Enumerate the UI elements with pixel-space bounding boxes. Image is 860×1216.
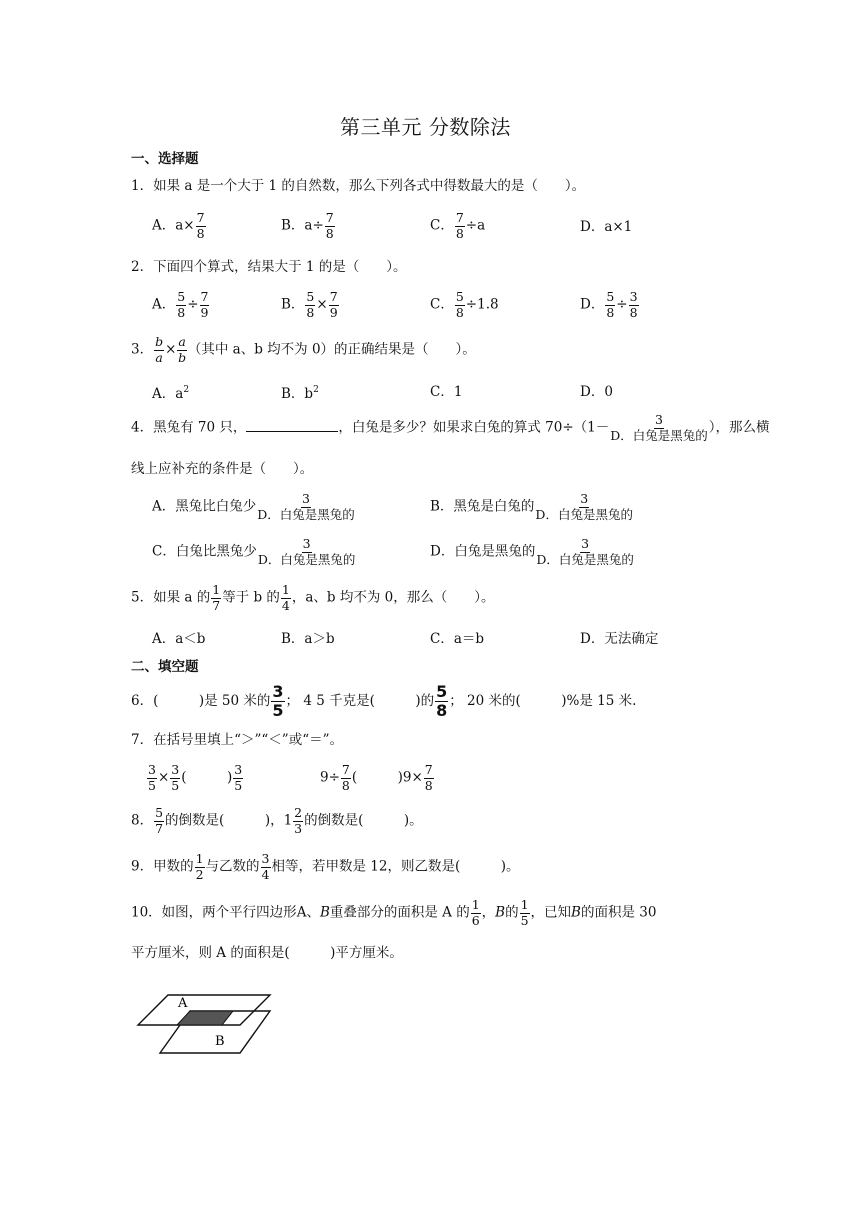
section-heading-choice: 一、选择题 xyxy=(131,151,199,167)
question-3-stem: 3． $\frac{b}{a}$ × $\frac{a}{b}$ （其中 a、b 均不为 0）的正确结果是（ ）。 xyxy=(131,334,476,365)
answer-blank xyxy=(246,419,338,432)
q4-option-c: C．白兔比黑兔少 $\frac{3}{\text{D．白兔是黑兔的}}$ xyxy=(152,536,356,567)
q3-option-a: A．$a^2$ xyxy=(152,385,190,402)
question-6-stem: 6．( )是 50 米的 $\frac{3}{5}$ ； 4 5 千克是( )的 $\frac{5}{8}$ ； 20 米的( )%是 15 米. xyxy=(131,682,637,720)
q4-option-a: A．黑兔比白兔少 $\frac{3}{\text{D．白兔是黑兔的}}$ xyxy=(152,491,355,522)
parallelogram-figure xyxy=(130,978,280,1058)
question-8-stem: 8． $\frac{5}{7}$ 的倒数是( )，1 $\frac{2}{3}$ 的倒数是( )。 xyxy=(131,805,423,836)
figure-label-a: A xyxy=(178,996,188,1011)
q2-option-c: C． $\frac{5}{8}$ ÷1.8 xyxy=(430,289,499,320)
q4-option-d: D．白兔是黑兔的 $\frac{3}{\text{D．白兔是黑兔的}}$ xyxy=(430,536,634,567)
q5-option-a: A．a＜b xyxy=(152,631,206,647)
figure-label-b: B xyxy=(215,1034,225,1049)
question-1-stem: 1．如果 a 是一个大于 1 的自然数，那么下列各式中得数最大的是（ ）。 xyxy=(131,178,586,194)
question-10-line-2: 平方厘米，则 A 的面积是( )平方厘米。 xyxy=(131,945,403,961)
question-4-line-1: 4．黑兔有 70 只， ，白兔是多少？如果求白兔的算式 70÷（1－ $\frac{3}{\text{D．白兔是黑兔的}}$ ），那么横 xyxy=(131,412,770,443)
question-5-stem: 5．如果 a 的 $\frac{1}{7}$ 等于 b 的 $\frac{1}{4}$ ，a、b 均不为 0，那么（ ）。 xyxy=(131,582,495,613)
q2-option-a: A． $\frac{5}{8}$ ÷ $\frac{7}{9}$ xyxy=(152,289,209,320)
overlap-region xyxy=(177,1011,233,1025)
q3-option-d: D．0 xyxy=(580,384,613,400)
question-2-stem: 2．下面四个算式，结果大于 1 的是（ ）。 xyxy=(131,259,407,275)
q1-option-a: A．a× $\frac{7}{8}$ xyxy=(152,210,205,241)
q5-option-b: B．a＞b xyxy=(281,631,335,647)
q5-option-d: D．无法确定 xyxy=(580,631,659,647)
q2-option-d: D． $\frac{5}{8}$ ÷ $\frac{3}{8}$ xyxy=(580,289,638,320)
q2-option-b: B． $\frac{5}{8}$ × $\frac{7}{9}$ xyxy=(281,289,338,320)
q4-option-b: B．黑兔是白兔的 $\frac{3}{\text{D．白兔是黑兔的}}$ xyxy=(430,491,633,522)
q1-option-c: C． $\frac{7}{8}$ ÷a xyxy=(430,210,486,241)
q7-expression-1: $\frac{3}{5}$ × $\frac{3}{5}$ ( ) $\frac{3}{5}$ xyxy=(148,762,243,793)
q5-option-c: C．a＝b xyxy=(430,631,485,647)
question-4-line-2: 线上应补充的条件是（ ）。 xyxy=(131,461,314,477)
section-heading-fill: 二、填空题 xyxy=(131,659,199,675)
q3-option-c: C．1 xyxy=(430,384,463,400)
question-10-line-1: 10．如图，两个平行四边形A、B重叠部分的面积是 A 的 $\frac{1}{6}$ ，B的 $\frac{1}{5}$ ，已知B的面积是 30 xyxy=(131,897,657,928)
q3-option-b: B．$b^2$ xyxy=(281,385,319,402)
q1-option-b: B．a÷ $\frac{7}{8}$ xyxy=(281,210,334,241)
page-title: 第三单元 分数除法 xyxy=(340,115,511,139)
question-7-stem: 7．在括号里填上“＞”“＜”或“＝”。 xyxy=(131,732,343,748)
question-9-stem: 9．甲数的 $\frac{1}{2}$ 与乙数的 $\frac{3}{4}$ 相等，若甲数是 12，则乙数是( )。 xyxy=(131,851,520,882)
q7-expression-2: 9÷ $\frac{7}{8}$ ( )9× $\frac{7}{8}$ xyxy=(320,762,433,793)
q1-option-d: D．a×1 xyxy=(580,219,633,235)
